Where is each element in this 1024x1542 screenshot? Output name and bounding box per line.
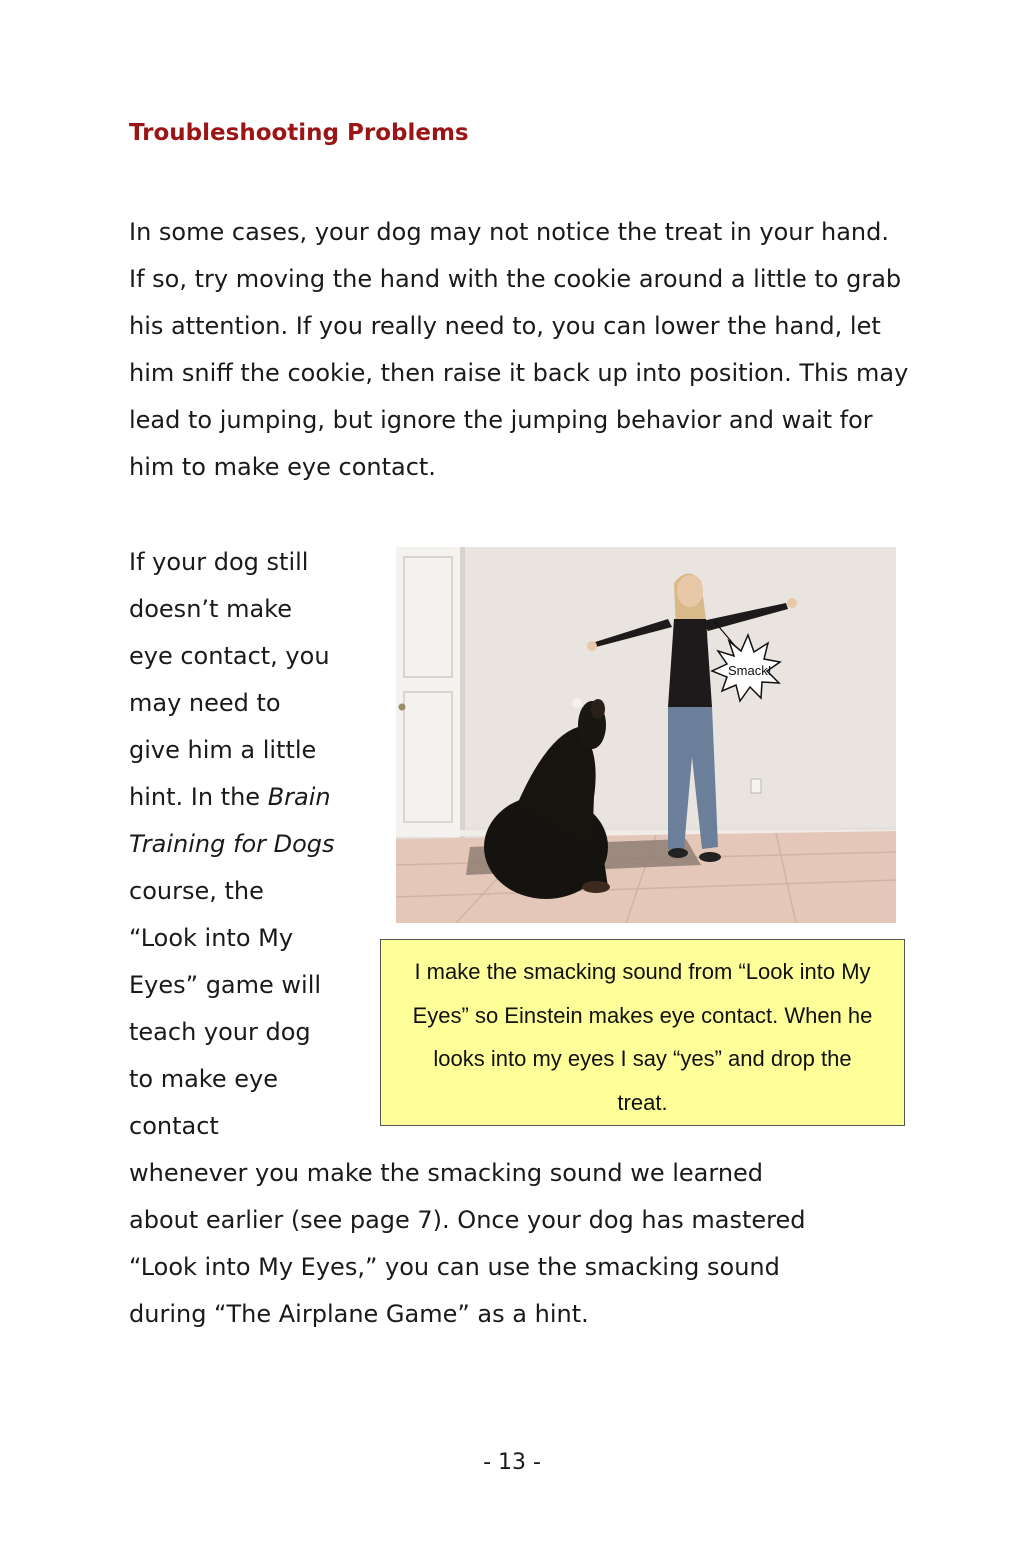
- text-line: [129, 774, 369, 821]
- text-line: “Look into My Eyes,” you can use the smacking sound: [129, 1253, 780, 1281]
- paragraph-wrapped: [129, 539, 369, 1150]
- text-line: about earlier (see page 7). Once your dog has mastered: [129, 1206, 806, 1234]
- paragraph-continued: [129, 1150, 909, 1338]
- text-line: contact: [129, 1112, 219, 1140]
- course-title-part2: Training for Dogs: [129, 830, 335, 858]
- text-line: Eyes” game will: [129, 971, 322, 999]
- caption-line: Eyes” so Einstein makes eye contact. When he: [412, 1002, 873, 1028]
- caption-line: looks into my eyes I say “yes” and drop the: [433, 1046, 852, 1071]
- text-line: give him a little: [129, 736, 317, 764]
- text-line: “Look into My: [129, 924, 294, 952]
- training-photo: [396, 547, 896, 923]
- page-number: - 13 -: [483, 1450, 541, 1475]
- smack-label: Smack!: [728, 663, 772, 678]
- photo-caption: [380, 939, 905, 1126]
- paragraph-intro: In some cases, your dog may not notice the treat in your hand. If so, try moving the hand with the cookie around a little to grab his attention. If you really need to, you can lower the hand, let him sniff the cookie, then raise it back up into position. This may lead to jumping, but ignore the jumping behavior and wait for him to make eye contact.: [129, 218, 909, 481]
- wall-outlet: [751, 779, 761, 793]
- section-heading: Troubleshooting Problems: [129, 120, 469, 146]
- treat: [572, 698, 582, 708]
- text-line: teach your dog: [129, 1018, 311, 1046]
- caption-line: treat.: [617, 1089, 668, 1115]
- door-knob: [399, 704, 406, 711]
- text-line: doesn’t make: [129, 595, 292, 623]
- text-line: course, the: [129, 877, 264, 905]
- text-line: [129, 821, 369, 868]
- text-line: If your dog still: [129, 548, 309, 576]
- text-line: to make eye: [129, 1065, 278, 1093]
- caption-line: I make the smacking sound from “Look into My: [414, 959, 871, 984]
- text-line: eye contact, you: [129, 642, 330, 670]
- hint-prefix: hint. In the: [129, 783, 268, 811]
- text-line: may need to: [129, 689, 281, 717]
- text-line: whenever you make the smacking sound we learned: [129, 1159, 764, 1187]
- course-title-part1: Brain: [267, 783, 331, 811]
- text-line: during “The Airplane Game” as a hint.: [129, 1300, 589, 1328]
